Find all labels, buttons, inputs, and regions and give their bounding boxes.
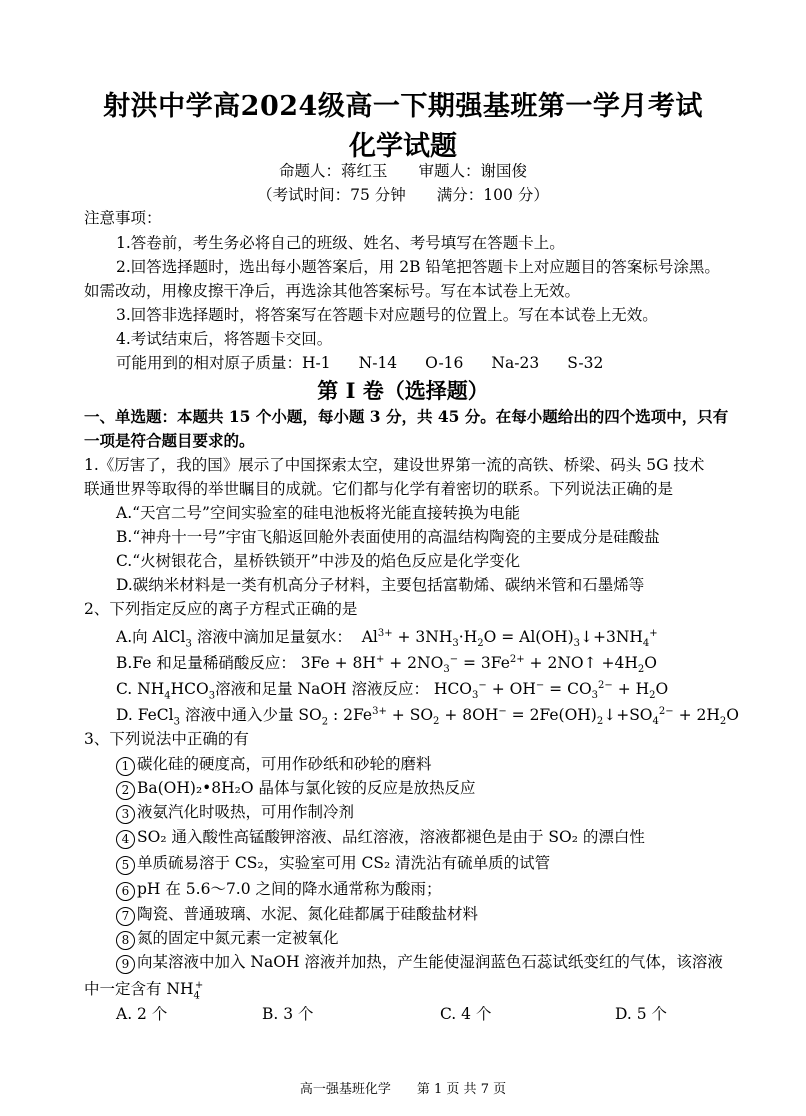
q3-item-text: 单质硫易溶于 CS₂，实验室可用 CS₂ 清洗沾有硫单质的试管	[137, 854, 551, 872]
section-instruction-1: 一、单选题：本题共 15 个小题，每小题 3 分，共 45 分。在每小题给出的四个选项中，只有	[84, 407, 729, 426]
q2-stem: 2、下列指定反应的离子方程式正确的是	[84, 600, 358, 618]
q1-option-a: A.“天宫二号”空间实验室的硅电池板将光能直接转换为电能	[116, 504, 520, 522]
q3-option-c: C. 4 个	[440, 1005, 492, 1023]
q2-option-c: C. $NH_4HCO_3$溶液和足量 NaOH 溶液反应： $HCO_3^- + OH^- = CO_3^{2-} + H_2O$	[116, 680, 669, 702]
circled-number: 9	[116, 955, 135, 974]
q3-item	[116, 778, 476, 800]
q3-item-text: 碳化硅的硬度高，可用作砂纸和砂轮的磨料	[137, 755, 432, 773]
circled-number: 5	[116, 856, 135, 875]
q3-item	[116, 928, 339, 950]
circled-number: 2	[116, 781, 135, 800]
q2-option-c-text: C. NH	[116, 680, 165, 699]
page-footer: 高一强基班化学 第 1 页 共 7 页	[299, 1082, 507, 1097]
exam-info-line: （考试时间：75 分钟 满分：100 分）	[257, 186, 549, 204]
q1-option-b: B.“神舟十一号”宇宙飞船返回舱外表面使用的高温结构陶瓷的主要成分是硅酸盐	[116, 528, 660, 546]
circled-number: 4	[116, 830, 135, 849]
atomic-mass: O-16	[425, 354, 464, 372]
q3-item	[116, 802, 354, 824]
exam-title: 射洪中学高2024级高一下期强基班第一学月考试	[103, 91, 703, 122]
atomic-masses-label: 可能用到的相对原子质量：	[116, 354, 303, 372]
q3-option-a: A. 2 个	[116, 1005, 168, 1023]
notice-heading: 注意事项：	[84, 209, 162, 227]
q3-item	[116, 952, 723, 974]
q2-option-d-text2: 溶液中通入少量 SO	[180, 706, 322, 725]
notice-item-2-cont: 如需改动，用橡皮擦干净后，再选涂其他答案标号。写在本试卷上无效。	[84, 282, 581, 300]
q2-option-a: A.向 AlCl$_3$ 溶液中滴加足量氨水： $Al^{3+} + 3NH_3\cdot H_2O$ = $Al(OH)_3↓+3NH_4^+$	[116, 628, 658, 650]
q3-last-line-text: 中一定含有 NH	[84, 980, 194, 999]
q3-item-text: pH 在 5.6～7.0 之间的降水通常称为酸雨；	[137, 880, 442, 898]
atomic-mass: S-32	[567, 354, 604, 372]
q3-stem: 3、下列说法中正确的有	[84, 730, 249, 748]
q1-stem-2: 联通世界等取得的举世瞩目的成就。它们都与化学有着密切的联系。下列说法正确的是	[84, 480, 674, 498]
notice-item-2: 2.回答选择题时，选出每小题答案后，用 2B 铅笔把答题卡上对应题目的答案标号涂黑。	[116, 258, 720, 276]
q2-option-a-text2: 溶液中滴加足量氨水：	[191, 628, 352, 647]
q2-option-a-text: A.向 AlCl	[116, 628, 186, 647]
section-title: 第 I 卷（选择题）	[317, 378, 489, 403]
q3-item-text: 氮的固定中氮元素一定被氧化	[137, 929, 339, 947]
section-instruction-2: 一项是符合题目要求的。	[84, 431, 255, 450]
subject-title: 化学试题	[349, 131, 457, 162]
q1-stem-1: 1.《厉害了，我的国》展示了中国探索太空，建设世界第一流的高铁、桥梁、码头 5G 技术	[84, 456, 705, 474]
circled-number: 8	[116, 931, 135, 950]
q3-item-text: SO₂ 通入酸性高锰酸钾溶液、品红溶液，溶液都褪色是由于 SO₂ 的漂白性	[137, 828, 645, 846]
q3-option-b: B. 3 个	[262, 1005, 314, 1023]
q3-item	[116, 754, 432, 776]
q2-equation-d: : $2Fe^{3+} + SO_2 + 8OH^-$ = $2Fe(OH)_2↓+SO_4^{2-} + 2H_2O$	[333, 706, 739, 728]
notice-item-1: 1.答卷前，考生务必将自己的班级、姓名、考号填写在答题卡上。	[116, 234, 565, 252]
q2-equation-a: $Al^{3+} + 3NH_3\cdot H_2O$ = $Al(OH)_3↓+3NH_4^+$	[356, 628, 658, 650]
q2-option-d: D. FeCl$_3$ 溶液中通入少量 $SO_2$ : $2Fe^{3+} + SO_2 + 8OH^-$ = $2Fe(OH)_2↓+SO_4^{2-} + 2H_2O$	[116, 706, 739, 728]
atomic-mass: N-14	[358, 354, 398, 372]
q3-item	[116, 827, 645, 849]
q3-item-text: Ba(OH)₂•8H₂O 晶体与氯化铵的反应是放热反应	[137, 779, 476, 797]
atomic-mass: Na-23	[491, 354, 540, 372]
atomic-masses-line	[116, 353, 603, 373]
q3-option-d: D. 5 个	[615, 1005, 668, 1023]
q2-option-d-text: D. FeCl	[116, 706, 174, 725]
q1-option-c: C.“火树银花合，星桥铁锁开”中涉及的焰色反应是化学变化	[116, 552, 521, 570]
q2-equation-b: $3Fe + 8H^+ + 2NO_3^- = 3Fe^{2+}$ + 2NO↑ $+4H_2O$	[300, 654, 657, 676]
q3-item	[116, 904, 478, 926]
q3-last-line: 中一定含有 $NH_4^+$	[84, 980, 204, 1002]
q1-option-d: D.碳纳米材料是一类有机高分子材料，主要包括富勒烯、碳纳米管和石墨烯等	[116, 576, 645, 594]
q3-item-text: 陶瓷、普通玻璃、水泥、氮化硅都属于硅酸盐材料	[137, 905, 479, 923]
notice-item-4: 4.考试结束后，将答题卡交回。	[116, 330, 333, 348]
authors-line: 命题人：蒋红玉 审题人：谢国俊	[278, 162, 527, 180]
circled-number: 7	[116, 907, 135, 926]
circled-number: 6	[116, 882, 135, 901]
q3-item-text: 向某溶液中加入 NaOH 溶液并加热，产生能使湿润蓝色石蕊试纸变红的气体，该溶液	[137, 953, 723, 971]
q3-item-text: 液氨汽化时吸热，可用作制冷剂	[137, 803, 355, 821]
circled-number: 1	[116, 757, 135, 776]
notice-item-3: 3.回答非选择题时，将答案写在答题卡对应题号的位置上。写在本试卷上无效。	[116, 306, 658, 324]
circled-number: 3	[116, 805, 135, 824]
q3-item	[116, 853, 550, 875]
atomic-mass: H-1	[302, 354, 331, 372]
q2-equation-c: $HCO_3^- + OH^- = CO_3^{2-} + H_2O$	[433, 680, 669, 702]
q2-option-c-text2: 溶液和足量 NaOH 溶液反应：	[215, 680, 429, 699]
q3-item	[116, 879, 442, 901]
q2-option-b-text: B.Fe 和足量稀硝酸反应：	[116, 654, 296, 673]
